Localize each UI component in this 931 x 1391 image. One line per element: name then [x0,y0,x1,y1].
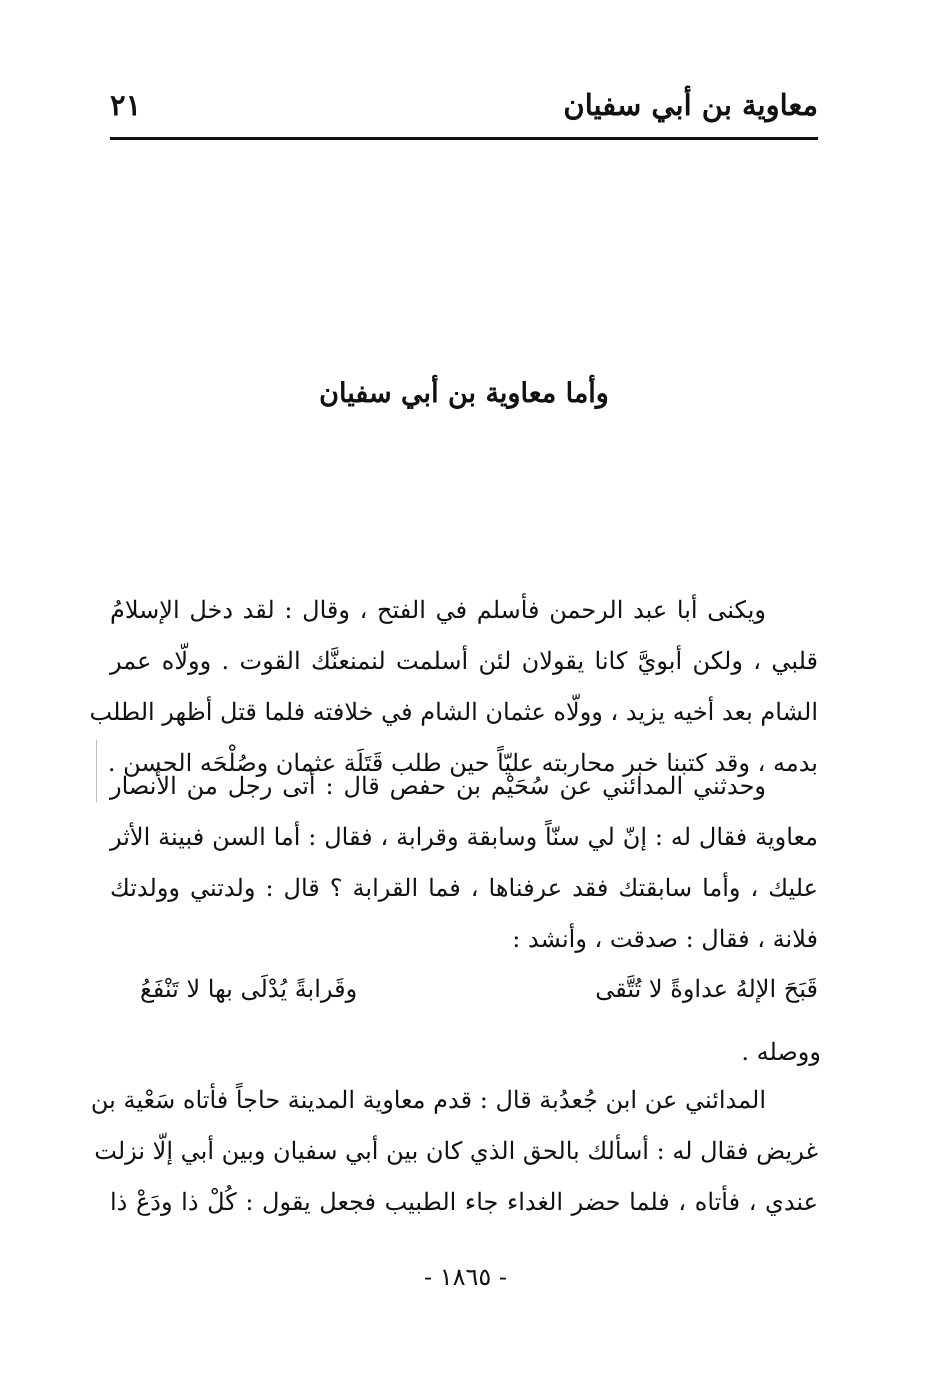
paragraph-line: ويكنى أبا عبد الرحمن فأسلم في الفتح ، وقال : لقد دخل الإسلامُ [110,596,766,624]
scan-edge-mark [96,740,97,802]
poem-verse [110,964,818,1015]
paragraph-3 [90,1075,818,1228]
paragraph-line: المدائني عن ابن جُعدُبة قال : قدم معاوية المدينة حاجاً فأتاه سَعْية بن [90,1086,766,1114]
header-rule [110,137,818,140]
paragraph-line: بدمه ، وقد كتبنا خبر محاربته عليّاً حين طلب قَتَلَة عثمان وصُلْحَه الحسن . [107,749,818,777]
paragraph-line: عليك ، وأما سابقتك فقد عرفناها ، فما القرابة ؟ قال : ولدتني وولدتك [110,874,819,902]
paragraph-line: الشام بعد أخيه يزيد ، وولّاه عثمان الشام في خلافته فلما قتل أظهر الطلب [89,698,818,726]
paragraph-1 [89,585,818,789]
paragraph-2 [110,761,818,965]
paragraph-line: عندي ، فأتاه ، فلما حضر الغداء جاء الطبيب فجعل يقول : كُلْ ذا ودَعْ ذا [110,1188,818,1216]
paragraph-line: معاوية فقال له : إنّ لي سنّاً وسابقة وقرابة ، فقال : أما السن فبينة الأثر [110,823,818,851]
running-header [110,88,818,138]
paragraph-line: وحدثني المدائني عن سُحَيْم بن حفص قال : أتى رجل من الأنصار [110,772,766,800]
footer-page-number: - ١٨٦٥ - [423,1263,508,1291]
running-title: معاوية بن أبي سفيان [563,88,818,122]
paragraph-line: فلانة ، فقال : صدقت ، وأنشد : [512,925,818,953]
section-heading: وأما معاوية بن أبي سفيان [319,378,609,409]
poem-hemistich-second: وقَرابةً يُدْلَى بها لا تَنْفَعُ [140,975,358,1003]
poem-hemistich-first: قَبَحَ الإلهُ عداوةً لا تُتَّقى [595,975,818,1003]
paragraph-line: قلبي ، ولكن أبويَّ كانا يقولان لئن أسلمت لنمنعنَّك القوت . وولّاه عمر [110,647,818,675]
paragraph-line: غريض فقال له : أسألك بالحق الذي كان بين أبي سفيان وبين أبي إلّا نزلت [94,1137,818,1165]
page-number: ٢١ [110,88,142,122]
poem-tail: ووصله . [741,1038,821,1066]
